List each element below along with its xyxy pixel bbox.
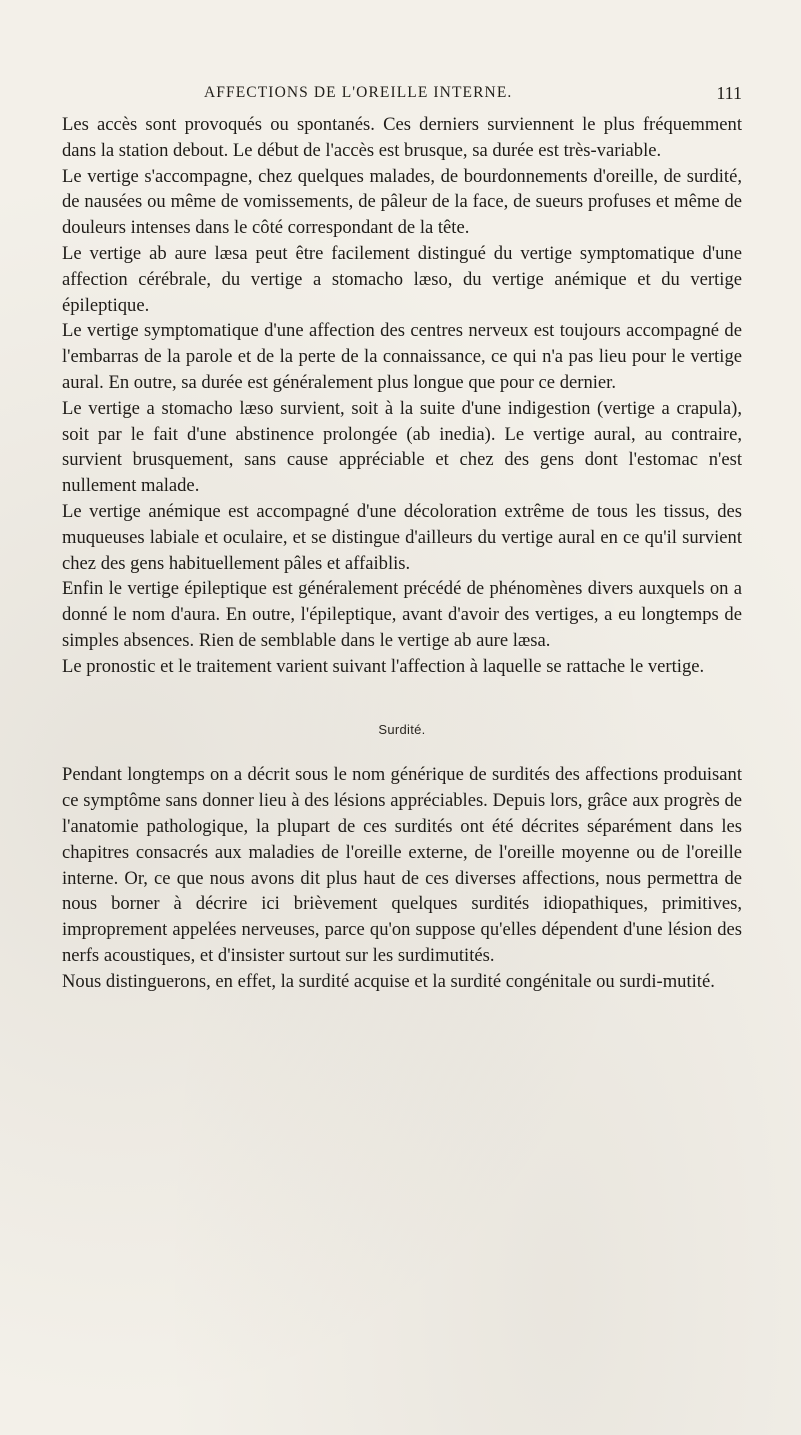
paragraph: Le vertige symptomatique d'une affection des centres nerveux est toujours accompagné de l'embarras de la parole et de la perte de la connaissance, ce qui n'a pas lieu pour le vertige aural. En outre, sa durée est généralement plus longue que pour ce dernier.: [62, 320, 742, 393]
paragraph: Le vertige ab aure læsa peut être facilement distingué du vertige symptomatique d'une affection cérébrale, du vertige a stomacho læso, du vertige anémique et du vertige épileptique.: [62, 242, 742, 316]
paragraph: Le vertige a stomacho læso survient, soit à la suite d'une indigestion (vertige a crapula), soit par le fait d'une abstinence prolongée (ab inedia). Le vertige aural, au contraire, survient brusquement, sans cause appréciable et chez des gens dont l'estomac n'est nullement malade.: [62, 397, 742, 497]
paragraph: Le vertige anémique est accompagné d'une décoloration extrême de tous les tissus, des muqueuses labiale et oculaire, et se distingue d'ailleurs du vertige aural en ce qu'il survient chez des gens habituellement pâles et affaiblis.: [62, 500, 742, 574]
paragraph: Le pronostic et le traitement varient suivant l'affection à laquelle se rattache le vertige.: [62, 655, 705, 677]
paragraph: Pendant longtemps on a décrit sous le nom générique de surdités des affections produisant ce symptôme sans donner lieu à des lésions appréciables. Depuis lors, grâce aux progrès de l'anatomie pathologique, la plupart de ces surdités ont été décrites séparément dans les chapitres consacrés aux maladies de l'oreille externe, de l'oreille moyenne ou de l'oreille interne. Or, ce que nous avons dit plus haut de ces diverses affections, nous permettra de nous borner à décrire ici brièvement quelques surdités idiopathiques, primitives, improprement appelées nerveuses, parce qu'on suppose qu'elles dépendent d'une lésion des nerfs acoustiques, et d'insister surtout sur les surdimutités.: [62, 764, 742, 966]
paragraph: Les accès sont provoqués ou spontanés. Ces derniers surviennent le plus fréquemment dans la station debout. Le début de l'accès est brusque, sa durée est très-variable.: [62, 114, 742, 161]
section-title: Surdité.: [378, 721, 426, 737]
paragraph: Nous distinguerons, en effet, la surdité acquise et la surdité congénitale ou surdi-mutité.: [62, 970, 715, 992]
paragraph: Le vertige s'accompagne, chez quelques malades, de bourdonnements d'oreille, de surdité, de nausées ou même de vomissements, de pâleur de la face, de sueurs profuses et même de douleurs intenses dans le côté correspondant de la tête.: [62, 165, 742, 239]
page-header: [62, 84, 742, 108]
paragraph: Enfin le vertige épileptique est généralement précédé de phénomènes divers auxquels on a donné le nom d'aura. En outre, l'épileptique, avant d'avoir des vertiges, a eu longtemps de simples absences. Rien de semblable dans le vertige ab aure læsa.: [62, 578, 742, 651]
page-number: 111: [716, 83, 742, 103]
running-title: AFFECTIONS DE L'OREILLE INTERNE.: [204, 84, 513, 101]
body-text: [62, 112, 742, 995]
